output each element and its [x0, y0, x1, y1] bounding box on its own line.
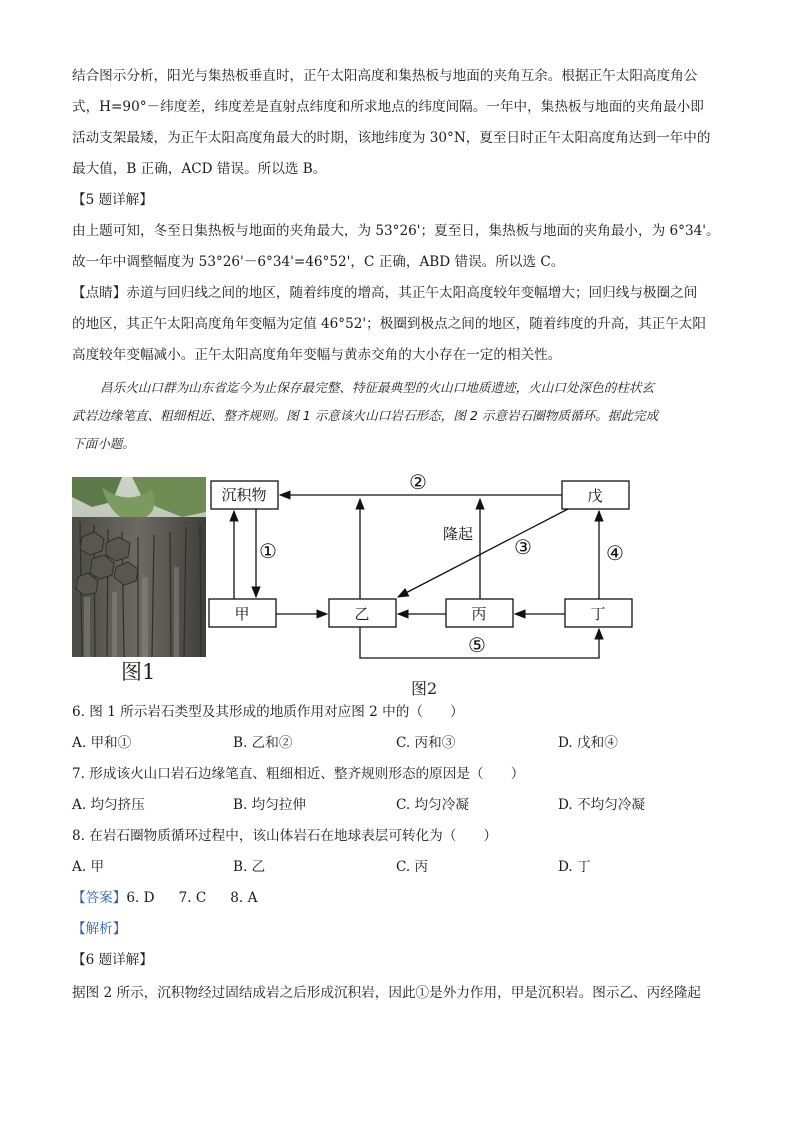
answer-item: 7. C: [178, 890, 207, 906]
text-line: 昌乐火山口群为山东省迄今为止保存最完整、特征最典型的火山口地质遗迹，火山口处深色的柱状玄: [100, 380, 655, 395]
arrow-wu-to-yi: [398, 509, 568, 597]
question-6-option-a: A. 甲和①: [72, 735, 132, 751]
text-line: 结合图示分析，阳光与集热板垂直时，正午太阳高度和集热板与地面的夹角互余。根据正午太阳高度角公: [72, 68, 698, 84]
text-line: 下面小题。: [72, 436, 135, 451]
tip-heading: 【点睛】: [72, 285, 127, 301]
question-6-stem: 6. 图 1 所示岩石类型及其形成的地质作用对应图 2 中的（ ）: [72, 704, 464, 720]
label-wu: 戊: [587, 487, 603, 505]
label-uplift: 隆起: [442, 525, 474, 543]
figure1-caption: 图1: [121, 660, 156, 684]
text-line: 高度较年变幅减小。正午太阳高度角年变幅与黄赤交角的大小存在一定的相关性。: [72, 347, 562, 363]
label-yi: 乙: [354, 605, 370, 623]
q6-explanation-line: 据图 2 所示，沉积物经过固结成岩之后形成沉积岩，因此①是外力作用，甲是沉积岩。图示乙、丙经隆起: [72, 985, 702, 1001]
text-line: 武岩边缘笔直、粗细相近、整齐规则。图 1 示意该火山口岩石形态，图 2 示意岩石圈物质循环。据此完成: [72, 408, 659, 423]
process-label-1: ①: [259, 539, 277, 563]
question-8-stem: 8. 在岩石圈物质循环过程中，该山体岩石在地球表层可转化为（ ）: [72, 828, 498, 844]
question-7-option-b: B. 均匀拉伸: [233, 797, 307, 813]
label-ding: 丁: [590, 605, 606, 623]
answer-line: [72, 888, 257, 908]
question-6-option-c: C. 丙和③: [396, 735, 456, 751]
label-sediment: 沉积物: [221, 486, 267, 504]
figure2-caption: 图2: [411, 679, 438, 698]
answer-heading: 【答案】: [72, 890, 127, 906]
text-line: 最大值，B 正确，ACD 错误。所以选 B。: [72, 161, 327, 177]
answer-item: 6. D: [126, 890, 155, 906]
text-line: 由上题可知，冬至日集热板与地面的夹角最大，为 53°26'；夏至日，集热板与地面的夹角最小，为 6°34'。: [72, 223, 720, 239]
question-6-option-d: D. 戊和④: [558, 735, 618, 751]
text-line: 式，H=90°－纬度差，纬度差是直射点纬度和所求地点的纬度间隔。一年中，集热板与地面的夹角最小即: [72, 99, 704, 115]
question-8-option-d: D. 丁: [558, 859, 591, 875]
text-line: 的地区，其正午太阳高度角年变幅为定值 46°52'；极圈到极点之间的地区，随着纬度的升高，其正午太阳: [72, 316, 706, 332]
question-8-option-b: B. 乙: [233, 859, 266, 875]
question-7-option-c: C. 均匀冷凝: [396, 797, 469, 813]
question-8-option-a: A. 甲: [72, 859, 105, 875]
process-label-2: ②: [409, 470, 427, 494]
process-label-3: ③: [514, 535, 532, 559]
label-jia: 甲: [234, 605, 250, 623]
process-label-5: ⑤: [468, 633, 486, 657]
text-line: 活动支架最矮，为正午太阳高度角最大的时期，该地纬度为 30°N，夏至日时正午太阳高度角达到一年中的: [72, 130, 711, 146]
process-label-4: ④: [606, 541, 624, 565]
answer-item: 8. A: [230, 890, 258, 906]
q5-heading: 【5 题详解】: [72, 192, 153, 208]
tip-text: 赤道与回归线之间的地区，随着纬度的增高，其正午太阳高度较年变幅增大；回归线与极圈之间: [126, 285, 698, 301]
question-8-option-c: C. 丙: [396, 859, 429, 875]
label-bing: 丙: [471, 605, 487, 623]
question-6-option-b: B. 乙和②: [233, 735, 293, 751]
question-7-option-d: D. 不均匀冷凝: [558, 797, 646, 813]
question-7-stem: 7. 形成该火山口岩石边缘笔直、粗细相近、整齐规则形态的原因是（ ）: [72, 766, 525, 782]
analysis-heading: 【解析】: [72, 921, 127, 937]
text-line: 故一年中调整幅度为 53°26'－6°34'=46°52'，C 正确，ABD 错误。所以选 C。: [72, 254, 565, 270]
question-7-option-a: A. 均匀挤压: [72, 797, 145, 813]
q6-heading: 【6 题详解】: [72, 952, 153, 968]
